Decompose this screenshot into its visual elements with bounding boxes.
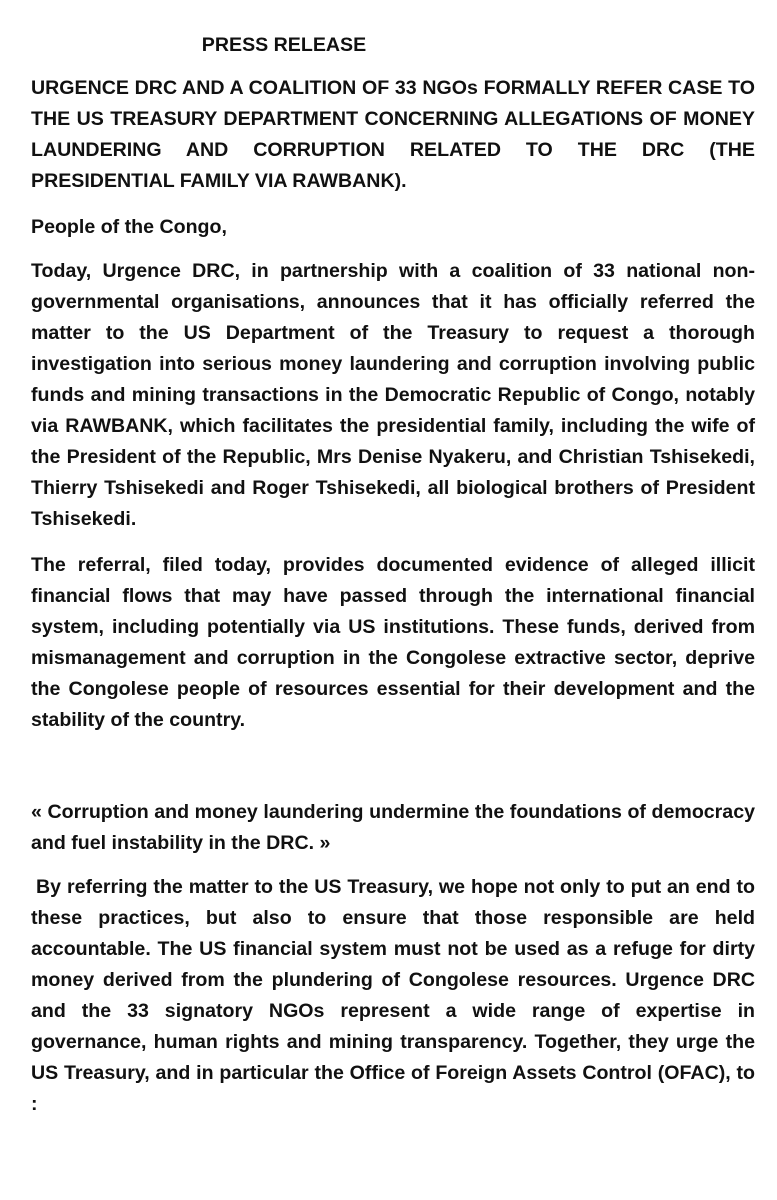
document-title: PRESS RELEASE bbox=[201, 34, 367, 56]
greeting: People of the Congo, bbox=[31, 216, 227, 238]
headline: URGENCE DRC AND A COALITION OF 33 NGOs FORMALLY REFER CASE TO THE US TREASURY DEPARTMENT CONCERNING ALLEGATIONS OF MONEY LAUNDERING AND CORRUPTION RELATED TO THE DRC (THE PRESIDENTIAL FAMILY VIA RAWBANK). bbox=[31, 77, 755, 192]
quote: « Corruption and money laundering undermine the foundations of democracy and fuel instability in the DRC. » bbox=[31, 801, 755, 854]
paragraph-evidence: The referral, filed today, provides documented evidence of alleged illicit financial flows that may have passed through the international financial system, including potentially via US institutions. These funds, derived from mismanagement and corruption in the Congolese extractive sector, deprive the Congolese people of resources essential for their development and the stability of the country. bbox=[31, 554, 755, 731]
paragraph-call-to-action: By referring the matter to the US Treasury, we hope not only to put an end to these practices, but also to ensure that those responsible are held accountable. The US financial system must not be used as a refuge for dirty money derived from the plundering of Congolese resources. Urgence DRC and the 33 signatory NGOs represent a wide range of expertise in governance, human rights and mining transparency. Together, they urge the US Treasury, and in particular the Office of Foreign Assets Control (OFAC), to : bbox=[31, 876, 755, 1115]
paragraph-referral-announcement: Today, Urgence DRC, in partnership with a coalition of 33 national non-governmental organisations, announces that it has officially referred the matter to the US Department of the Treasury to request a thorough investigation into serious money laundering and corruption involving public funds and mining transactions in the Democratic Republic of Congo, notably via RAWBANK, which facilitates the presidential family, including the wife of the President of the Republic, Mrs Denise Nyakeru, and Christian Tshisekedi, Thierry Tshisekedi and Roger Tshisekedi, all biological brothers of President Tshisekedi. bbox=[31, 260, 755, 530]
